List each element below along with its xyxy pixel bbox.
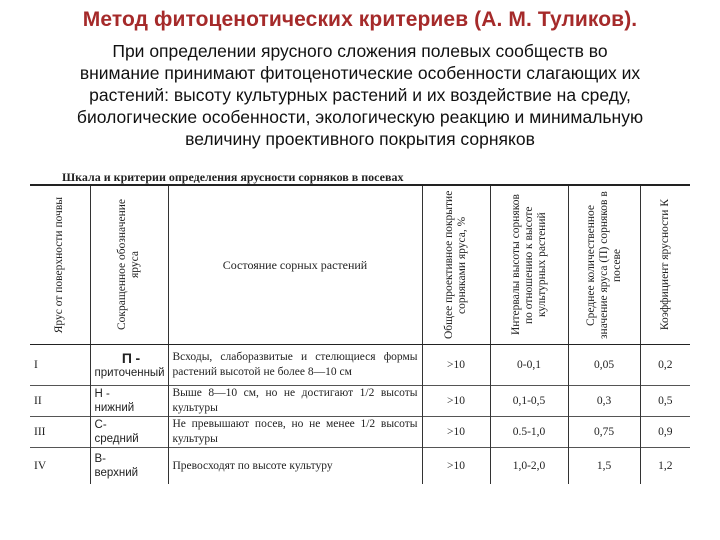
cell-tier: II bbox=[30, 386, 90, 417]
table-caption: Шкала и критерии определения ярусности сорняков в посевах bbox=[62, 170, 404, 184]
cell-state: Не превышают посев, но не менее 1/2 высоты культуры bbox=[168, 417, 422, 448]
table-row bbox=[30, 345, 690, 386]
table-header-row bbox=[30, 186, 690, 345]
column-header-state: Состояние сорных растений bbox=[168, 186, 422, 345]
intro-line: биологические особенности, экологическую реакцию и минимальную bbox=[76, 107, 644, 127]
cell-interval: 0-0,1 bbox=[490, 345, 568, 386]
tier-scale-table bbox=[30, 186, 690, 484]
cell-coef: 0,2 bbox=[640, 345, 690, 386]
intro-line: растений: высоту культурных растений и их воздействие на среду, bbox=[89, 85, 631, 105]
cell-state: Всходы, слаборазвитые и стелющиеся формы растений высотой не более 8—10 см bbox=[168, 345, 422, 386]
cell-state: Выше 8—10 см, но не достигают 1/2 высоты культуры bbox=[168, 386, 422, 417]
intro-line: величину проективного покрытия сорняков bbox=[185, 129, 535, 149]
table-row bbox=[30, 448, 690, 485]
cell-abbr: С- средний bbox=[90, 417, 168, 448]
cell-interval: 0.5-1,0 bbox=[490, 417, 568, 448]
table-row bbox=[30, 386, 690, 417]
table-row bbox=[30, 417, 690, 448]
intro-paragraph bbox=[30, 40, 690, 150]
column-header-interval: Интервалы высоты сорняков по отношению к высоте культурных растений bbox=[490, 186, 568, 345]
column-header-abbr: Сокращенное обозначение яруса bbox=[90, 186, 168, 345]
cell-mean: 0,05 bbox=[568, 345, 640, 386]
cell-cover: >10 bbox=[422, 417, 490, 448]
cell-tier: I bbox=[34, 359, 38, 371]
cell-abbr: Н - нижний bbox=[90, 386, 168, 417]
cell-mean: 1,5 bbox=[568, 448, 640, 485]
cell-state: Превосходят по высоте культуру bbox=[168, 448, 422, 485]
cell-interval: 0,1-0,5 bbox=[490, 386, 568, 417]
column-header-cover: Общее проективное покрытие сорняками яруса, % bbox=[422, 186, 490, 345]
cell-coef: 0,9 bbox=[640, 417, 690, 448]
cell-interval: 1,0-2,0 bbox=[490, 448, 568, 485]
cell-coef: 1,2 bbox=[640, 448, 690, 485]
cell-cover: >10 bbox=[422, 345, 490, 386]
cell-mean: 0,75 bbox=[568, 417, 640, 448]
cell-abbr: В- верхний bbox=[90, 448, 168, 485]
cell-abbr: П - приточенный bbox=[90, 345, 168, 386]
intro-line: При определении ярусного сложения полевых сообществ во bbox=[112, 41, 608, 61]
column-header-tier: Ярус от поверхности почвы bbox=[30, 186, 90, 345]
column-header-mean: Среднее количественное значение яруса (П) сорняков в посеве bbox=[568, 186, 640, 345]
cell-coef: 0,5 bbox=[640, 386, 690, 417]
cell-tier: III bbox=[30, 417, 90, 448]
cell-cover: >10 bbox=[422, 386, 490, 417]
column-header-coef: Коэффициент ярусности К bbox=[640, 186, 690, 345]
intro-line: внимание принимают фитоценотические особенности слагающих их bbox=[79, 63, 641, 83]
slide-title: Метод фитоценотических критериев (А. М. Туликов). bbox=[82, 8, 638, 31]
cell-tier: IV bbox=[30, 448, 90, 485]
cell-mean: 0,3 bbox=[568, 386, 640, 417]
cell-cover: >10 bbox=[422, 448, 490, 485]
